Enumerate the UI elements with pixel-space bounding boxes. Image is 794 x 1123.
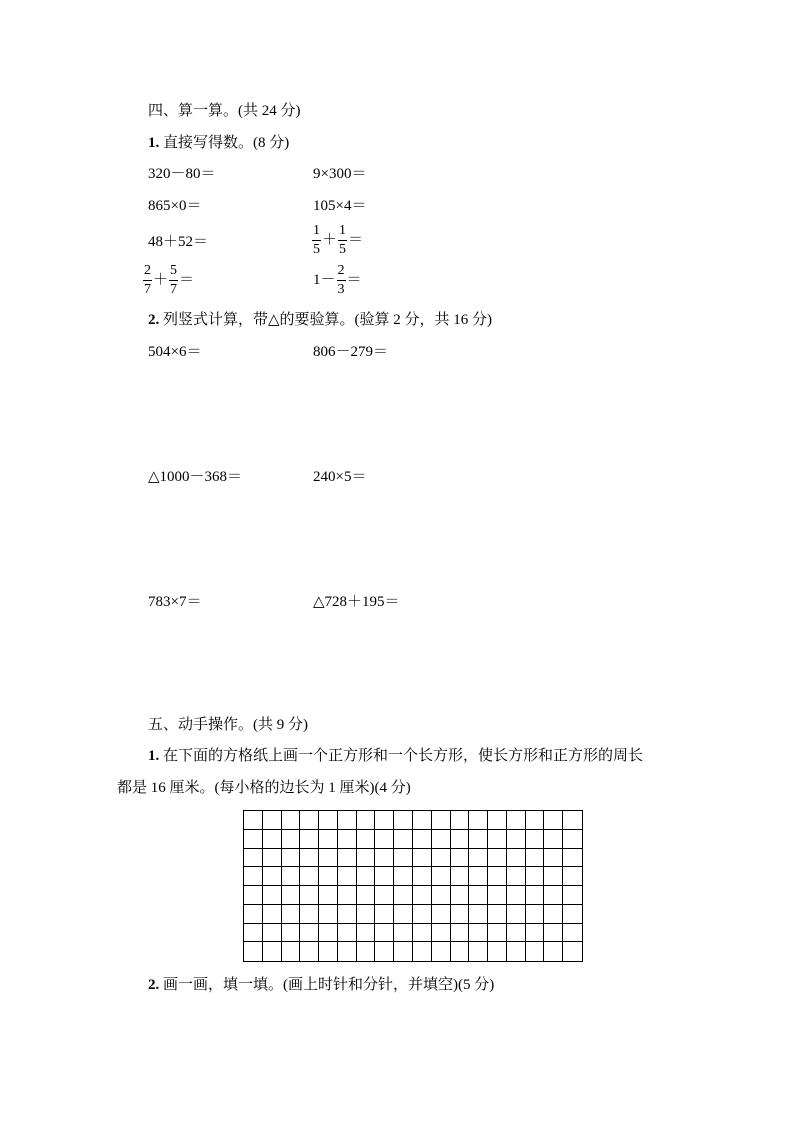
grid-cell[interactable] — [244, 811, 263, 830]
question-text: 列竖式计算，带△的要验算。(验算 2 分，共 16 分) — [163, 312, 493, 328]
grid-cell[interactable] — [488, 830, 507, 849]
question-number: 1. — [148, 748, 160, 764]
grid-cell[interactable] — [544, 905, 563, 924]
grid-cell[interactable] — [263, 924, 282, 943]
grid-cell[interactable] — [300, 924, 319, 943]
grid-cell[interactable] — [319, 905, 338, 924]
calc-item: 105×4＝ — [313, 198, 367, 214]
grid-cell[interactable] — [544, 811, 563, 830]
grid-cell[interactable] — [319, 830, 338, 849]
grid-cell[interactable] — [469, 849, 488, 868]
grid-cell[interactable] — [394, 849, 413, 868]
grid-cell[interactable] — [375, 849, 394, 868]
grid-cell[interactable] — [300, 905, 319, 924]
fraction: $\frac{5}{7}$ — [170, 263, 178, 297]
grid-cell[interactable] — [300, 942, 319, 961]
grid-cell[interactable] — [263, 886, 282, 905]
question-5-1-line2: 都是 16 厘米。(每小格的边长为 1 厘米)(4 分) — [117, 780, 411, 796]
grid-cell[interactable] — [263, 811, 282, 830]
grid-cell[interactable] — [526, 886, 545, 905]
grid-cell[interactable] — [451, 924, 470, 943]
grid-cell[interactable] — [544, 849, 563, 868]
graph-paper-grid[interactable] — [243, 810, 583, 962]
question-5-1-line1 — [148, 749, 643, 764]
grid-cell[interactable] — [338, 942, 357, 961]
grid-cell[interactable] — [338, 924, 357, 943]
grid-cell[interactable] — [488, 849, 507, 868]
grid-cell[interactable] — [394, 924, 413, 943]
question-text: 直接写得数。(8 分) — [163, 135, 290, 151]
grid-cell[interactable] — [432, 811, 451, 830]
grid-cell[interactable] — [394, 867, 413, 886]
grid-cell[interactable] — [507, 811, 526, 830]
calc-item: 48＋52＝ — [148, 234, 209, 250]
grid-cell[interactable] — [244, 830, 263, 849]
grid-cell[interactable] — [338, 905, 357, 924]
grid-cell[interactable] — [413, 867, 432, 886]
grid-cell[interactable] — [526, 849, 545, 868]
grid-cell[interactable] — [526, 811, 545, 830]
grid-cell[interactable] — [338, 867, 357, 886]
grid-cell[interactable] — [338, 886, 357, 905]
grid-cell[interactable] — [357, 830, 376, 849]
grid-cell[interactable] — [300, 867, 319, 886]
grid-cell[interactable] — [282, 849, 301, 868]
vertical-calc-item: 806－279＝ — [313, 344, 389, 360]
grid-cell[interactable] — [526, 905, 545, 924]
grid-cell[interactable] — [413, 849, 432, 868]
vertical-calc-item: 783×7＝ — [148, 594, 202, 610]
grid-cell[interactable] — [563, 830, 582, 849]
grid-cell[interactable] — [357, 886, 376, 905]
question-4-1 — [148, 136, 289, 151]
fraction-calc-item: $\frac{1}{5}$ ＋ $\frac{1}{5}$ ＝ — [313, 223, 364, 257]
question-number: 1. — [148, 135, 160, 151]
fraction: $\frac{1}{5}$ — [339, 223, 347, 257]
grid-cell[interactable] — [300, 886, 319, 905]
question-5-2 — [148, 978, 494, 993]
grid-cell[interactable] — [394, 942, 413, 961]
grid-cell[interactable] — [244, 905, 263, 924]
grid-cell[interactable] — [488, 886, 507, 905]
grid-cell[interactable] — [451, 942, 470, 961]
grid-cell[interactable] — [544, 924, 563, 943]
grid-cell[interactable] — [300, 830, 319, 849]
grid-cell[interactable] — [413, 942, 432, 961]
grid-cell[interactable] — [357, 811, 376, 830]
grid-cell[interactable] — [432, 905, 451, 924]
grid-cell[interactable] — [469, 886, 488, 905]
grid-cell[interactable] — [469, 867, 488, 886]
grid-cell[interactable] — [263, 849, 282, 868]
grid-cell[interactable] — [263, 867, 282, 886]
grid-cell[interactable] — [282, 867, 301, 886]
grid-cell[interactable] — [244, 924, 263, 943]
question-number: 2. — [148, 312, 160, 328]
grid-cell[interactable] — [338, 830, 357, 849]
grid-cell[interactable] — [394, 905, 413, 924]
grid-cell[interactable] — [319, 849, 338, 868]
grid-cell[interactable] — [357, 942, 376, 961]
grid-cell[interactable] — [544, 830, 563, 849]
grid-cell[interactable] — [263, 905, 282, 924]
grid-cell[interactable] — [544, 886, 563, 905]
grid-cell[interactable] — [263, 942, 282, 961]
grid-cell[interactable] — [338, 849, 357, 868]
grid-cell[interactable] — [526, 830, 545, 849]
grid-cell[interactable] — [282, 905, 301, 924]
grid-cell[interactable] — [244, 942, 263, 961]
grid-cell[interactable] — [413, 924, 432, 943]
grid-cell[interactable] — [338, 811, 357, 830]
grid-cell[interactable] — [563, 849, 582, 868]
grid-cell[interactable] — [263, 830, 282, 849]
grid-cell[interactable] — [375, 924, 394, 943]
grid-cell[interactable] — [282, 924, 301, 943]
grid-cell[interactable] — [319, 942, 338, 961]
grid-cell[interactable] — [488, 811, 507, 830]
grid-cell[interactable] — [451, 849, 470, 868]
grid-cell[interactable] — [563, 905, 582, 924]
grid-cell[interactable] — [451, 867, 470, 886]
grid-cell[interactable] — [282, 830, 301, 849]
grid-cell[interactable] — [413, 905, 432, 924]
grid-cell[interactable] — [563, 942, 582, 961]
grid-cell[interactable] — [432, 830, 451, 849]
grid-cell[interactable] — [319, 811, 338, 830]
grid-cell[interactable] — [563, 867, 582, 886]
grid-cell[interactable] — [413, 811, 432, 830]
grid-cell[interactable] — [413, 830, 432, 849]
vertical-calc-item: △728＋195＝ — [313, 594, 400, 610]
grid-cell[interactable] — [300, 849, 319, 868]
grid-cell[interactable] — [432, 942, 451, 961]
grid-cell[interactable] — [451, 811, 470, 830]
vertical-calc-item: 240×5＝ — [313, 469, 367, 485]
grid-cell[interactable] — [375, 830, 394, 849]
grid-cell[interactable] — [488, 942, 507, 961]
grid-cell[interactable] — [375, 905, 394, 924]
grid-cell[interactable] — [563, 811, 582, 830]
grid-cell[interactable] — [507, 905, 526, 924]
fraction-calc-item: $\frac{2}{7}$ ＋ $\frac{5}{7}$ ＝ — [144, 263, 195, 297]
grid-cell[interactable] — [394, 811, 413, 830]
grid-cell[interactable] — [526, 867, 545, 886]
grid-cell[interactable] — [244, 886, 263, 905]
grid-cell[interactable] — [375, 867, 394, 886]
grid-cell[interactable] — [375, 811, 394, 830]
grid-cell[interactable] — [451, 905, 470, 924]
grid-cell[interactable] — [282, 942, 301, 961]
fraction: $\frac{1}{5}$ — [313, 223, 320, 257]
grid-cell[interactable] — [357, 849, 376, 868]
grid-cell[interactable] — [507, 849, 526, 868]
grid-cell[interactable] — [357, 867, 376, 886]
grid-cell[interactable] — [507, 830, 526, 849]
grid-cell[interactable] — [507, 942, 526, 961]
grid-cell[interactable] — [319, 867, 338, 886]
grid-cell[interactable] — [432, 924, 451, 943]
grid-cell[interactable] — [357, 924, 376, 943]
grid-cell[interactable] — [507, 867, 526, 886]
section-4-title: 四、算一算。(共 24 分) — [148, 103, 301, 119]
grid-cell[interactable] — [357, 905, 376, 924]
grid-cell[interactable] — [413, 886, 432, 905]
question-text: 在下面的方格纸上画一个正方形和一个长方形，使长方形和正方形的周长 — [163, 748, 644, 764]
question-text: 画一画，填一填。(画上时针和分针，并填空)(5 分) — [163, 977, 495, 993]
grid-cell[interactable] — [526, 924, 545, 943]
fraction: $\frac{2}{7}$ — [144, 263, 151, 297]
grid-cell[interactable] — [244, 849, 263, 868]
grid-cell[interactable] — [432, 849, 451, 868]
fraction: $\frac{2}{3}$ — [337, 263, 345, 297]
grid-cell[interactable] — [469, 924, 488, 943]
calc-item: 865×0＝ — [148, 198, 202, 214]
grid-cell[interactable] — [394, 830, 413, 849]
grid-cell[interactable] — [488, 905, 507, 924]
grid-cell[interactable] — [282, 886, 301, 905]
grid-cell[interactable] — [488, 924, 507, 943]
grid-cell[interactable] — [544, 867, 563, 886]
grid-cell[interactable] — [451, 830, 470, 849]
grid-cell[interactable] — [319, 886, 338, 905]
grid-cell[interactable] — [563, 924, 582, 943]
grid-cell[interactable] — [319, 924, 338, 943]
grid-cell[interactable] — [282, 811, 301, 830]
grid-cell[interactable] — [544, 942, 563, 961]
grid-cell[interactable] — [375, 942, 394, 961]
grid-cell[interactable] — [451, 886, 470, 905]
grid-cell[interactable] — [244, 867, 263, 886]
grid-cell[interactable] — [432, 886, 451, 905]
grid-cell[interactable] — [469, 811, 488, 830]
grid-cell[interactable] — [488, 867, 507, 886]
question-4-2 — [148, 313, 492, 328]
vertical-calc-item: △1000－368＝ — [148, 469, 243, 485]
grid-cell[interactable] — [469, 905, 488, 924]
grid-cell[interactable] — [432, 867, 451, 886]
grid-cell[interactable] — [469, 830, 488, 849]
grid-cell[interactable] — [375, 886, 394, 905]
grid-cell[interactable] — [563, 886, 582, 905]
calc-item: 320－80＝ — [148, 166, 216, 182]
grid-cell[interactable] — [526, 942, 545, 961]
grid-cell[interactable] — [300, 811, 319, 830]
grid-cell[interactable] — [469, 942, 488, 961]
fraction-calc-item: 1－ $\frac{2}{3}$ ＝ — [313, 263, 362, 297]
section-5-title: 五、动手操作。(共 9 分) — [148, 717, 308, 733]
calc-item: 9×300＝ — [313, 166, 367, 182]
grid-cell[interactable] — [394, 886, 413, 905]
question-number: 2. — [148, 977, 160, 993]
grid-cell[interactable] — [507, 886, 526, 905]
grid-cell[interactable] — [507, 924, 526, 943]
vertical-calc-item: 504×6＝ — [148, 344, 202, 360]
